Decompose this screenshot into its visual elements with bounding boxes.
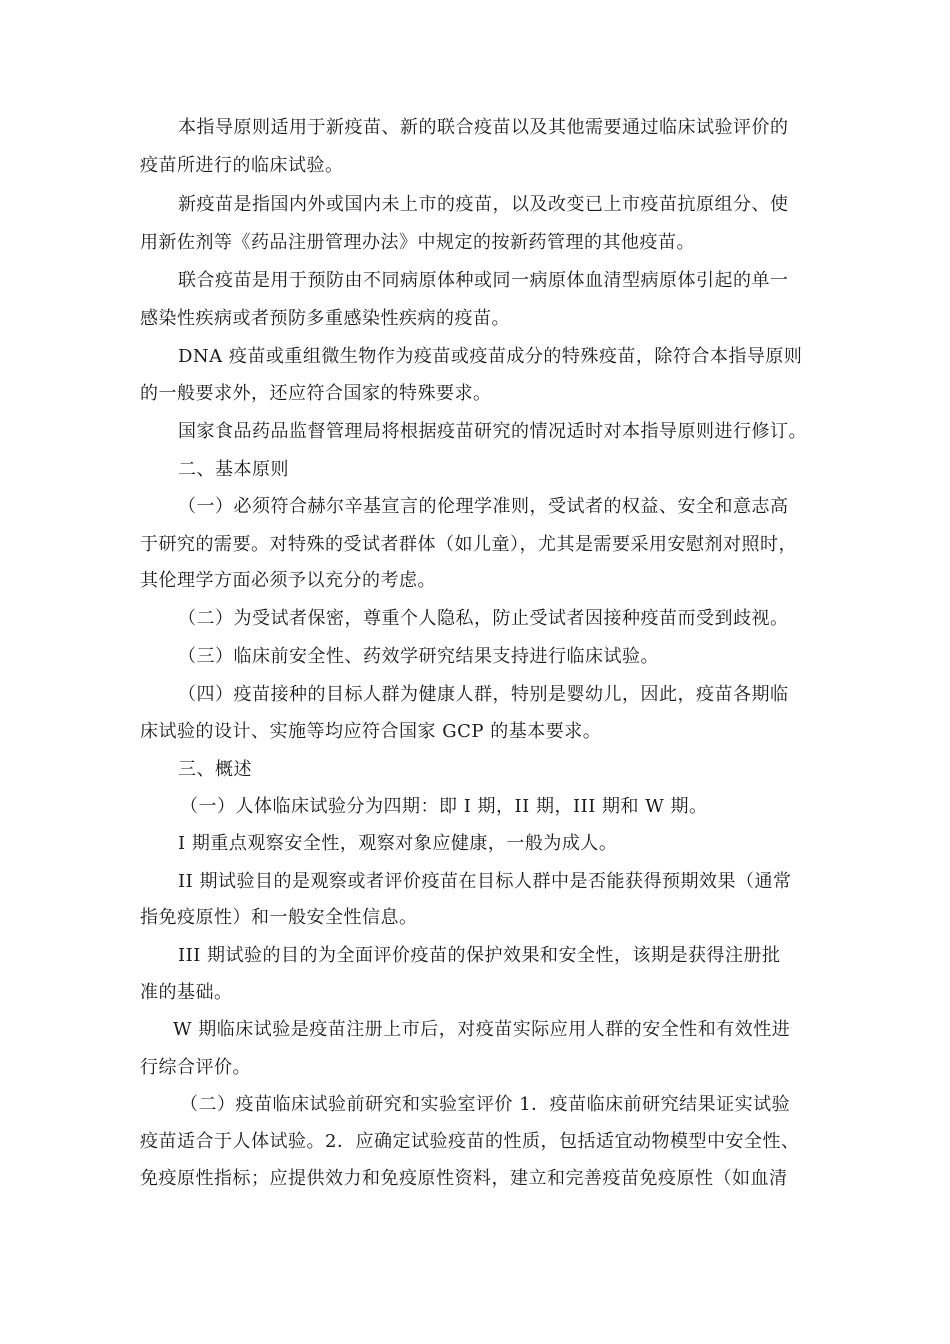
text-line: 其伦理学方面必须予以充分的考虑。 bbox=[140, 570, 436, 591]
text-line: 疫苗所进行的临床试验。 bbox=[140, 155, 344, 176]
text-line: （四）疫苗接种的目标人群为健康人群，特别是婴幼儿，因此，疫苗各期临 bbox=[178, 684, 789, 705]
text-line: 感染性疾病或者预防多重感染性疾病的疫苗。 bbox=[140, 308, 510, 329]
text-line: III 期试验的目的为全面评价疫苗的保护效果和安全性，该期是获得注册批 bbox=[178, 945, 781, 966]
text-line: （三）临床前安全性、药效学研究结果支持进行临床试验。 bbox=[178, 646, 659, 667]
text-line: I 期重点观察安全性，观察对象应健康，一般为成人。 bbox=[178, 833, 618, 854]
text-line: 指免疫原性）和一般安全性信息。 bbox=[140, 907, 418, 928]
text-line: 用新佐剂等《药品注册管理办法》中规定的按新药管理的其他疫苗。 bbox=[140, 232, 695, 253]
section-heading: 二、基本原则 bbox=[178, 459, 289, 480]
text-line: （一）人体临床试验分为四期：即 I 期，II 期，III 期和 W 期。 bbox=[180, 796, 708, 817]
text-line: 新疫苗是指国内外或国内未上市的疫苗，以及改变已上市疫苗抗原组分、使 bbox=[178, 194, 789, 215]
text-line: 床试验的设计、实施等均应符合国家 GCP 的基本要求。 bbox=[140, 721, 602, 742]
text-line: 行综合评价。 bbox=[140, 1057, 251, 1078]
text-line: DNA 疫苗或重组微生物作为疫苗或疫苗成分的特殊疫苗，除符合本指导原则 bbox=[178, 346, 803, 367]
section-heading: 三、概述 bbox=[178, 759, 252, 780]
text-line: 免疫原性指标；应提供效力和免疫原性资料，建立和完善疫苗免疫原性（如血清 bbox=[140, 1168, 788, 1189]
text-line: II 期试验目的是观察或者评价疫苗在目标人群中是否能获得预期效果（通常 bbox=[178, 871, 792, 892]
text-line: （二）疫苗临床试验前研究和实验室评价 1．疫苗临床前研究结果证实试验 bbox=[180, 1094, 791, 1115]
text-line: 联合疫苗是用于预防由不同病原体种或同一病原体血清型病原体引起的单一 bbox=[178, 270, 789, 291]
text-line: W 期临床试验是疫苗注册上市后，对疫苗实际应用人群的安全性和有效性进 bbox=[173, 1019, 791, 1040]
text-line: （二）为受试者保密，尊重个人隐私，防止受试者因接种疫苗而受到歧视。 bbox=[178, 608, 789, 629]
text-line: 国家食品药品监督管理局将根据疫苗研究的情况适时对本指导原则进行修订。 bbox=[178, 421, 807, 442]
text-line: 本指导原则适用于新疫苗、新的联合疫苗以及其他需要通过临床试验评价的 bbox=[178, 117, 789, 138]
text-line: 于研究的需要。对特殊的受试者群体（如儿童），尤其是需要采用安慰剂对照时， bbox=[140, 534, 797, 555]
text-line: 准的基础。 bbox=[140, 982, 233, 1003]
text-line: （一）必须符合赫尔辛基宣言的伦理学准则，受试者的权益、安全和意志高 bbox=[178, 496, 789, 517]
text-line: 疫苗适合于人体试验。2．应确定试验疫苗的性质，包括适宜动物模型中安全性、 bbox=[140, 1131, 800, 1152]
text-line: 的一般要求外，还应符合国家的特殊要求。 bbox=[140, 383, 492, 404]
